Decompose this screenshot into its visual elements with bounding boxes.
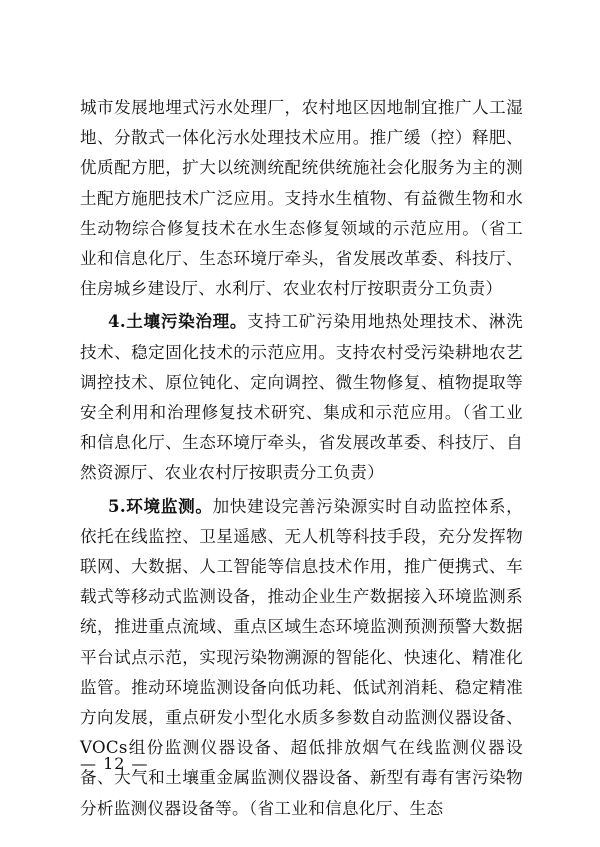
section-heading-monitoring: 5.环境监测。 bbox=[108, 495, 213, 516]
section-heading-soil: 4.土壤污染治理。 bbox=[108, 311, 248, 332]
page-number: — 12 — bbox=[80, 754, 149, 773]
paragraph-text: 加快建设完善污染源实时自动监控体系，依托在线监控、卫星遥感、无人机等科技手段，充分发挥物联网、大数据、人工智能等信息技术作用，推广便携式、车载式等移动式监测设备，推动企业生产数据接入环境监测系统，推进重点流域、重点区域生态环境监测预测预警大数据平台试点示范，实现污染物溯源的智能化、快速化、精准化监管。推动环境监测设备向低功耗、低试剂消耗、稳定精准方向发展，重点研发小型化水质多参数自动监测仪器设备、VOCs组份监测仪器设备、超低排放烟气在线监测仪器设备、大气和土壤重金属监测仪器设备、新型有毒有害污染物分析监测仪器设备等。（省工业和信息化厅、生态 bbox=[80, 496, 523, 818]
body-text bbox=[80, 93, 523, 824]
paragraph-text: 城市发展地埋式污水处理厂，农村地区因地制宜推广人工湿地、分散式一体化污水处理技术应用。推广缓（控）释肥、优质配方肥，扩大以统测统配统供统施社会化服务为主的测土配方施肥技术广泛应用。支持水生植物、有益微生物和水生动物综合修复技术在水生态修复领域的示范应用。（省工业和信息化厅、生态环境厅牵头，省发展改革委、科技厅、住房城乡建设厅、水利厅、农业农村厅按职责分工负责） bbox=[80, 98, 523, 299]
paragraph-soil-pollution bbox=[80, 306, 523, 488]
paragraph-text: 支持工矿污染用地热处理技术、淋洗技术、稳定固化技术的示范应用。支持农村受污染耕地农艺调控技术、原位钝化、定向调控、微生物修复、植物提取等安全利用和治理修复技术研究、集成和示范应用。（省工业和信息化厅、生态环境厅牵头，省发展改革委、科技厅、自然资源厅、农业农村厅按职责分工负责） bbox=[80, 312, 523, 483]
paragraph-water-treatment bbox=[80, 93, 523, 304]
